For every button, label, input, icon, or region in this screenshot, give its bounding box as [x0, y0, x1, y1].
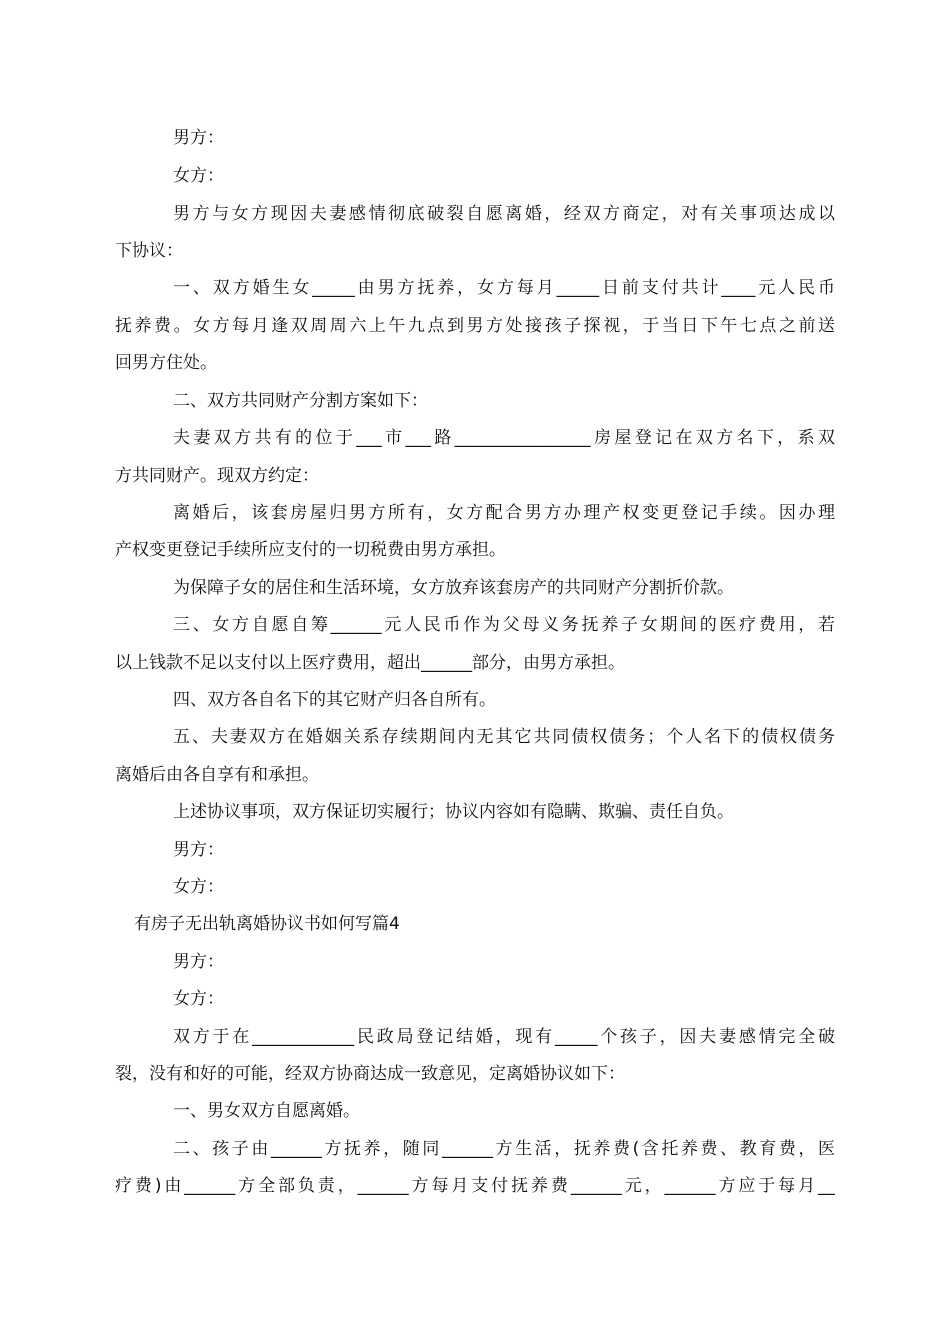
clause-2-line: 方共同财产。现双方约定：: [115, 466, 319, 486]
clause-4-line: 四、双方各自名下的其它财产归各自所有。: [173, 690, 496, 710]
closing-statement: 上述协议事项，双方保证切实履行；协议内容如有隐瞒、欺骗、责任自负。: [173, 802, 734, 822]
paragraph-line: 裂，没有和好的可能，经双方协商达成一致意见，定离婚协议如下：: [115, 1064, 625, 1084]
clause-2-line: 产权变更登记手续所应支付的一切税费由男方承担。: [115, 540, 506, 560]
paragraph-line: 双方于在____________民政局登记结婚，现有_____个孩子，因夫妻感情完全破: [173, 1027, 835, 1047]
clause-2-line: 夫妻双方共有的位于___市___路________________房屋登记在双方名下，系双: [173, 428, 835, 448]
party-male-label: 男方：: [173, 952, 224, 972]
party-female-label: 女方：: [173, 877, 224, 897]
party-female-label: 女方：: [173, 989, 224, 1009]
clause-1-line: 一、双方婚生女_____由男方抚养，女方每月_____日前支付共计____元人民币: [173, 278, 835, 298]
clause-1-line: 一、男女双方自愿离婚。: [173, 1101, 360, 1121]
section-heading: 有房子无出轨离婚协议书如何写篇4: [134, 914, 400, 934]
party-female-label: 女方：: [173, 166, 224, 186]
clause-1-line: 抚养费。女方每月逢双周周六上午九点到男方处接孩子探视，于当日下午七点之前送: [115, 316, 835, 336]
clause-5-line: 离婚后由各自享有和承担。: [115, 765, 319, 785]
clause-2-line: 二、孩子由______方抚养，随同______方生活，抚养费(含托养费、教育费，医: [173, 1139, 835, 1159]
clause-2-line: 为保障子女的居住和生活环境，女方放弃该套房产的共同财产分割折价款。: [173, 578, 734, 598]
paragraph-line: 男方与女方现因夫妻感情彻底破裂自愿离婚，经双方商定，对有关事项达成以: [173, 204, 835, 224]
clause-2-heading: 二、双方共同财产分割方案如下：: [173, 391, 428, 411]
clause-3-line: 以上钱款不足以支付以上医疗费用，超出______部分，由男方承担。: [115, 653, 625, 673]
clause-5-line: 五、夫妻双方在婚姻关系存续期间内无其它共同债权债务；个人名下的债权债务: [173, 727, 835, 747]
clause-2-line: 疗费)由______方全部负责，______方每月支付抚养费______元，______方应于每月__: [115, 1176, 835, 1196]
clause-3-line: 三、女方自愿自筹______元人民币作为父母义务抚养子女期间的医疗费用，若: [173, 615, 835, 635]
party-male-label: 男方：: [173, 840, 224, 860]
clause-1-line: 回男方住处。: [115, 353, 217, 373]
paragraph-line: 下协议：: [115, 241, 183, 261]
party-male-label: 男方：: [173, 128, 224, 148]
clause-2-line: 离婚后，该套房屋归男方所有，女方配合男方办理产权变更登记手续。因办理: [173, 503, 835, 523]
